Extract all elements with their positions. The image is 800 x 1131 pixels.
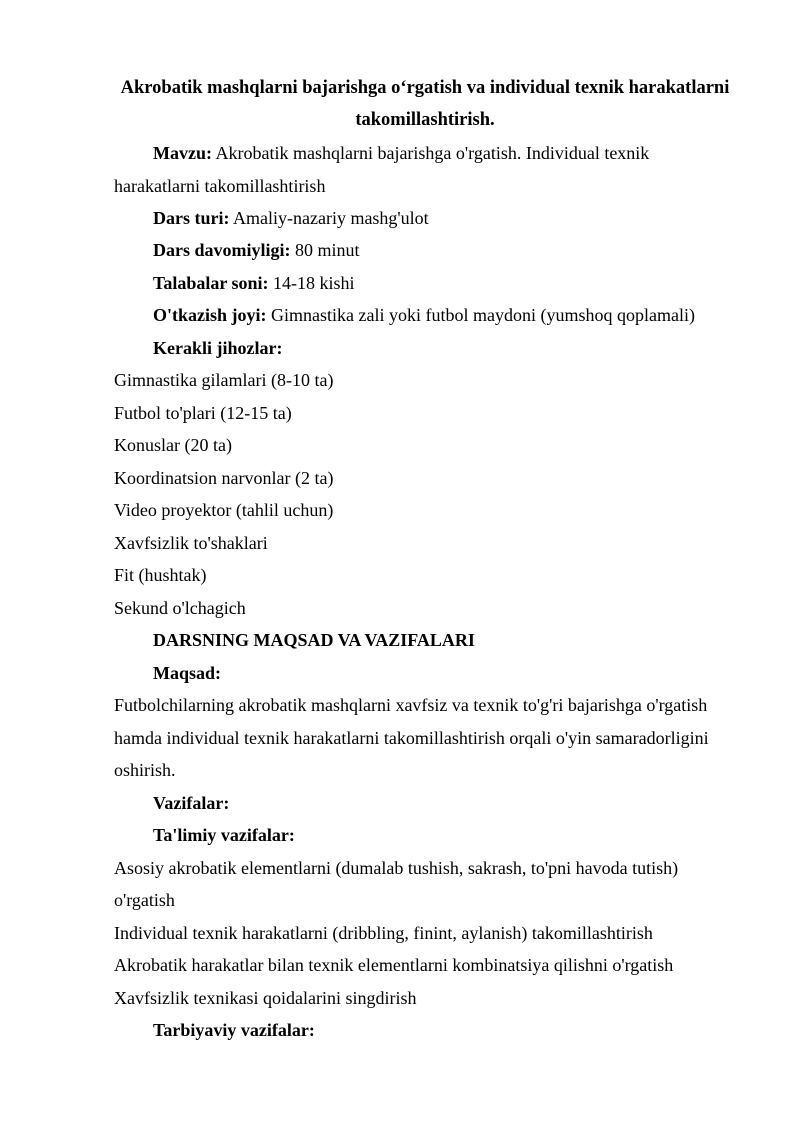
jihozlar-heading: Kerakli jihozlar:	[153, 338, 283, 358]
list-item: Konuslar (20 ta)	[114, 435, 232, 455]
talabalar-line	[153, 271, 355, 295]
maqsad-text-line: hamda individual texnik harakatlarni takomillashtirish orqali o'yin samaradorligini	[114, 728, 709, 748]
mavzu-continuation: harakatlarni takomillashtirish	[114, 176, 326, 196]
joyi-value: Gimnastika zali yoki futbol maydoni (yumshoq qoplamali)	[266, 305, 695, 325]
talimiy-text-line: Xavfsizlik texnikasi qoidalarini singdirish	[114, 988, 417, 1008]
talimiy-text-line: Akrobatik harakatlar bilan texnik elementlarni kombinatsiya qilishni o'rgatish	[114, 955, 674, 975]
dars-turi-line	[153, 206, 429, 230]
davomiyligi-line	[153, 238, 360, 262]
mavzu-label: Mavzu:	[153, 143, 212, 163]
mavzu-line	[153, 141, 649, 165]
goals-heading: DARSNING MAQSAD VA VAZIFALARI	[153, 630, 475, 650]
maqsad-heading: Maqsad:	[153, 663, 222, 683]
talimiy-text-line: Asosiy akrobatik elementlarni (dumalab tushish, sakrash, to'pni havoda tutish)	[114, 858, 679, 878]
davomiyligi-label: Dars davomiyligi:	[153, 240, 291, 260]
list-item: Futbol to'plari (12-15 ta)	[114, 403, 292, 423]
list-item: Video proyektor (tahlil uchun)	[114, 500, 334, 520]
maqsad-text-line: oshirish.	[114, 760, 176, 780]
dars-turi-value: Amaliy-nazariy mashg'ulot	[229, 208, 429, 228]
list-item: Fit (hushtak)	[114, 565, 207, 585]
talimiy-text-line: Individual texnik harakatlarni (dribbling, finint, aylanish) takomillashtirish	[114, 923, 653, 943]
talabalar-label: Talabalar soni:	[153, 273, 269, 293]
talabalar-value: 14-18 kishi	[268, 273, 355, 293]
davomiyligi-value: 80 minut	[290, 240, 360, 260]
talimiy-text-line: o'rgatish	[114, 890, 175, 910]
list-item: Koordinatsion narvonlar (2 ta)	[114, 468, 334, 488]
tarbiyaviy-heading: Tarbiyaviy vazifalar:	[153, 1020, 315, 1040]
list-item: Gimnastika gilamlari (8-10 ta)	[114, 370, 334, 390]
vazifalar-heading: Vazifalar:	[153, 793, 230, 813]
dars-turi-label: Dars turi:	[153, 208, 230, 228]
joyi-line	[153, 303, 695, 327]
maqsad-text-line: Futbolchilarning akrobatik mashqlarni xavfsiz va texnik to'g'ri bajarishga o'rgatish	[114, 695, 708, 715]
talimiy-heading: Ta'limiy vazifalar:	[153, 825, 295, 845]
list-item: Xavfsizlik to'shaklari	[114, 533, 268, 553]
document-title: Akrobatik mashqlarni bajarishga o‘rgatish va individual texnik harakatlarni takomillashtirish.	[120, 78, 730, 130]
joyi-label: O'tkazish joyi:	[153, 305, 267, 325]
list-item: Sekund o'lchagich	[114, 598, 246, 618]
mavzu-value: Akrobatik mashqlarni bajarishga o'rgatish. Individual texnik	[211, 143, 650, 163]
